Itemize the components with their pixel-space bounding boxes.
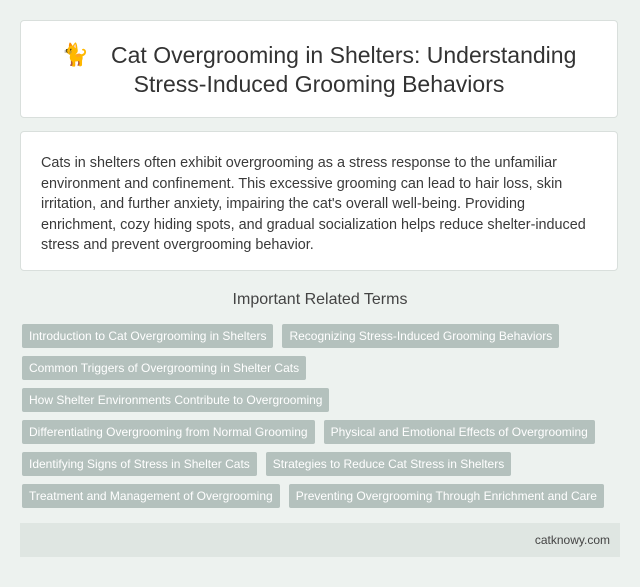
term-row — [22, 356, 622, 380]
term-row — [22, 484, 622, 508]
term-tag[interactable]: Treatment and Management of Overgrooming — [22, 484, 280, 508]
summary-card — [20, 131, 618, 271]
term-tag[interactable]: Common Triggers of Overgrooming in Shelter Cats — [22, 356, 306, 380]
term-tag[interactable]: Physical and Emotional Effects of Overgrooming — [324, 420, 595, 444]
term-row — [22, 420, 622, 444]
term-tag[interactable]: Strategies to Reduce Cat Stress in Shelters — [266, 452, 511, 476]
footer — [20, 523, 620, 557]
term-row — [22, 388, 622, 412]
summary-text: Cats in shelters often exhibit overgrooming as a stress response to the unfamiliar environment and confinement. This excessive grooming can lead to hair loss, skin irritation, and further anxiety, impairing the cat's overall well-being. Providing enrichment, cozy hiding spots, and gradual socialization helps reduce shelter-induced stress and prevent overgrooming behavior. — [41, 155, 586, 253]
term-tag[interactable]: Introduction to Cat Overgrooming in Shelters — [22, 324, 273, 348]
related-terms-heading: Important Related Terms — [232, 291, 408, 308]
page-title-text: Cat Overgrooming in Shelters: Understanding Stress-Induced Grooming Behaviors — [111, 41, 577, 97]
term-tag[interactable]: How Shelter Environments Contribute to Overgrooming — [22, 388, 329, 412]
term-tag[interactable]: Recognizing Stress-Induced Grooming Behaviors — [282, 324, 559, 348]
footer-site[interactable]: catknowy.com — [534, 533, 610, 547]
term-tag[interactable]: Preventing Overgrooming Through Enrichment and Care — [289, 484, 604, 508]
term-tag[interactable]: Differentiating Overgrooming from Normal Grooming — [22, 420, 315, 444]
related-terms-list — [22, 324, 622, 516]
title-card — [20, 20, 618, 118]
term-row — [22, 452, 622, 476]
term-row — [22, 324, 622, 348]
cat-icon: 🐈 — [61, 41, 90, 67]
term-tag[interactable]: Identifying Signs of Stress in Shelter Cats — [22, 452, 257, 476]
page-title — [49, 40, 589, 99]
